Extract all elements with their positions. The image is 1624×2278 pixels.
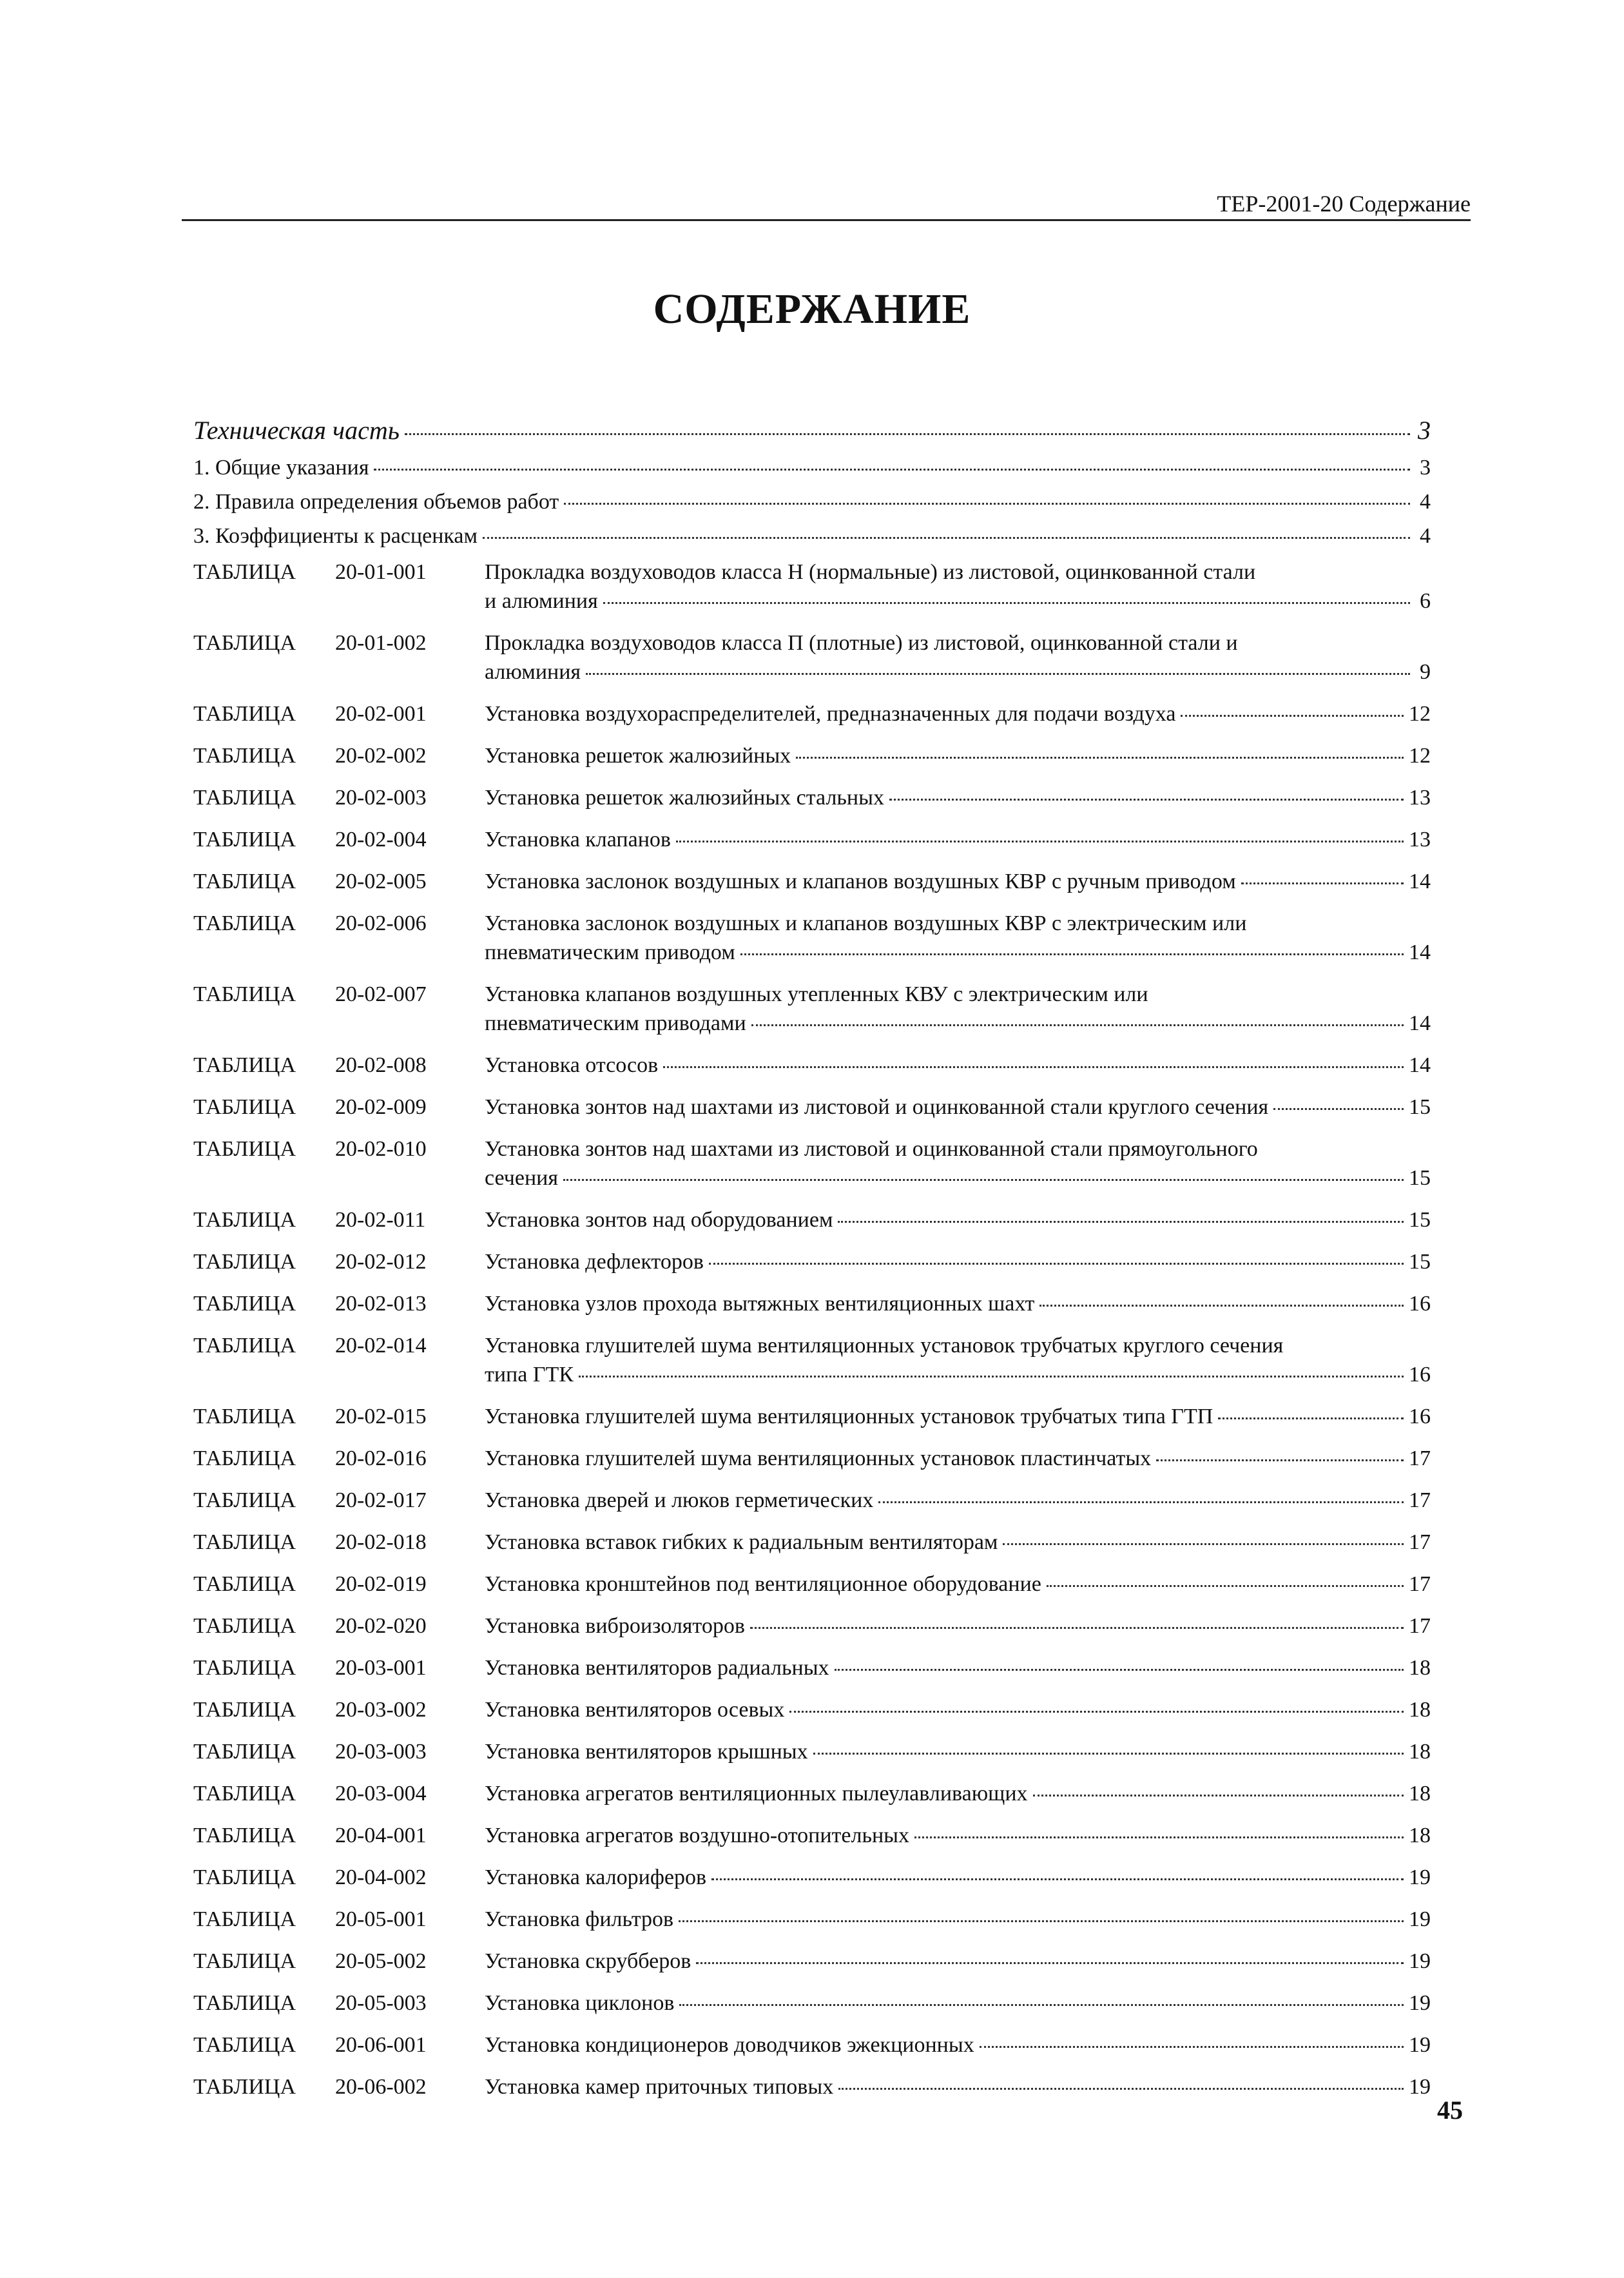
- entry-title: [485, 1093, 1431, 1122]
- table-code: 20-02-009: [335, 1095, 427, 1119]
- entry-title-line: Установка кондиционеров доводчиков эжекционных: [485, 2033, 974, 2057]
- table-keyword: ТАБЛИЦА: [193, 560, 296, 584]
- dot-leader: [813, 1753, 1404, 1755]
- toc-table-entry[interactable]: [193, 1402, 1431, 1431]
- dot-leader: [740, 953, 1404, 955]
- entry-page: 17: [1409, 1614, 1431, 1638]
- table-keyword: ТАБЛИЦА: [193, 2033, 296, 2057]
- table-keyword: ТАБЛИЦА: [193, 1530, 296, 1554]
- entry-title: [485, 1653, 1431, 1682]
- entry-title: [485, 783, 1431, 812]
- entry-title-line: Установка воздухораспределителей, предназначенных для подачи воздуха: [485, 702, 1176, 726]
- entry-page: 9: [1420, 660, 1431, 684]
- entry-page: 18: [1409, 1698, 1431, 1722]
- entry-title: [485, 1528, 1431, 1557]
- table-code: 20-05-002: [335, 1949, 427, 1973]
- table-code: 20-02-002: [335, 744, 427, 768]
- toc-table-entry[interactable]: [193, 1051, 1431, 1080]
- table-code: 20-02-018: [335, 1530, 427, 1554]
- table-code: 20-02-017: [335, 1488, 427, 1512]
- dot-leader: [889, 799, 1404, 801]
- dot-leader: [878, 1501, 1404, 1503]
- dot-leader: [711, 1878, 1404, 1880]
- table-keyword: ТАБЛИЦА: [193, 786, 296, 810]
- section-label: 1. Общие указания: [193, 456, 369, 480]
- entry-title: [485, 1486, 1431, 1515]
- toc-table-entry[interactable]: [193, 867, 1431, 896]
- dot-leader: [679, 2004, 1404, 2006]
- entry-title: [485, 1779, 1431, 1808]
- entry-page: 14: [1409, 870, 1431, 893]
- toc-table-entry[interactable]: [193, 980, 1431, 1038]
- entry-title: [485, 1695, 1431, 1724]
- table-keyword: ТАБЛИЦА: [193, 1405, 296, 1428]
- table-code: 20-03-003: [335, 1740, 427, 1764]
- entry-title-line: Установка отсосов: [485, 1053, 659, 1077]
- table-keyword: ТАБЛИЦА: [193, 1137, 296, 1161]
- entry-page: 19: [1409, 1949, 1431, 1973]
- entry-page: 19: [1409, 2033, 1431, 2057]
- entry-title: [485, 1051, 1431, 1080]
- table-keyword: ТАБЛИЦА: [193, 631, 296, 655]
- toc-table-entry[interactable]: [193, 1989, 1431, 2018]
- entry-title-line: Установка решеток жалюзийных: [485, 744, 791, 768]
- entry-title: [485, 2072, 1431, 2101]
- entry-title: [485, 1821, 1431, 1850]
- entry-title-line: пневматическим приводами: [485, 1011, 746, 1035]
- entry-title-line: Установка решеток жалюзийных стальных: [485, 786, 884, 810]
- dot-leader: [1003, 1543, 1404, 1545]
- dot-leader: [663, 1066, 1404, 1068]
- table-code: 20-02-008: [335, 1053, 427, 1077]
- entry-title-line: Установка клапанов: [485, 828, 671, 852]
- entry-title-line: Установка калориферов: [485, 1865, 707, 1889]
- section-page: 3: [1420, 456, 1431, 480]
- dot-leader: [374, 469, 1410, 471]
- entry-title-line: Установка глушителей шума вентиляционных установок трубчатых круглого сечения: [485, 1334, 1284, 1358]
- table-keyword: ТАБЛИЦА: [193, 1698, 296, 1722]
- toc-table-entry[interactable]: [193, 1821, 1431, 1850]
- header-rule: [182, 219, 1471, 221]
- dot-leader: [1156, 1459, 1404, 1461]
- table-keyword: ТАБЛИЦА: [193, 1208, 296, 1232]
- table-keyword: ТАБЛИЦА: [193, 1824, 296, 1847]
- entry-title: [485, 1989, 1431, 2018]
- entry-page: 15: [1409, 1208, 1431, 1232]
- toc-table-entry[interactable]: [193, 2030, 1431, 2059]
- dot-leader: [789, 1711, 1404, 1713]
- toc-table-entry[interactable]: [193, 741, 1431, 770]
- table-keyword: ТАБЛИЦА: [193, 2075, 296, 2099]
- table-keyword: ТАБЛИЦА: [193, 1865, 296, 1889]
- entry-title-line: Установка заслонок воздушных и клапанов воздушных КВР с электрическим или: [485, 911, 1247, 935]
- toc-table-entry[interactable]: [193, 1134, 1431, 1193]
- toc-table-entry[interactable]: [193, 1863, 1431, 1892]
- dot-leader: [696, 1962, 1404, 1964]
- table-code: 20-02-015: [335, 1405, 427, 1428]
- entry-page: 17: [1409, 1488, 1431, 1512]
- table-keyword: ТАБЛИЦА: [193, 1053, 296, 1077]
- entry-title-line: пневматическим приводом: [485, 940, 735, 964]
- entry-page: 19: [1409, 1991, 1431, 2015]
- table-keyword: ТАБЛИЦА: [193, 870, 296, 893]
- entry-title-line: Установка вентиляторов осевых: [485, 1698, 785, 1722]
- entry-title-line: Прокладка воздуховодов класса П (плотные) из листовой, оцинкованной стали и: [485, 631, 1238, 655]
- table-code: 20-02-007: [335, 982, 427, 1006]
- entry-title-line: Установка глушителей шума вентиляционных установок трубчатых типа ГТП: [485, 1405, 1213, 1428]
- entry-title-line: Установка дефлекторов: [485, 1250, 704, 1274]
- entry-page: 13: [1409, 786, 1431, 810]
- table-keyword: ТАБЛИЦА: [193, 1656, 296, 1680]
- entry-title-line: Установка глушителей шума вентиляционных установок пластинчатых: [485, 1446, 1152, 1470]
- toc-table-entry[interactable]: [193, 1444, 1431, 1473]
- entry-page: 14: [1409, 1011, 1431, 1035]
- table-code: 20-01-001: [335, 560, 427, 584]
- table-keyword: ТАБЛИЦА: [193, 1782, 296, 1806]
- toc-table-entry[interactable]: [193, 909, 1431, 967]
- table-keyword: ТАБЛИЦА: [193, 982, 296, 1006]
- entry-title-line: типа ГТК: [485, 1363, 574, 1387]
- entry-title-line: Установка фильтров: [485, 1907, 674, 1931]
- dot-leader: [751, 1024, 1404, 1026]
- entry-title-line: и алюминия: [485, 589, 598, 613]
- entry-page: 15: [1409, 1166, 1431, 1190]
- table-code: 20-02-006: [335, 911, 427, 935]
- section-label: Техническая часть: [193, 416, 400, 445]
- entry-title: [485, 1570, 1431, 1599]
- entry-page: 18: [1409, 1824, 1431, 1847]
- entry-title-line: Установка зонтов над оборудованием: [485, 1208, 833, 1232]
- table-keyword: ТАБЛИЦА: [193, 1446, 296, 1470]
- section-page: 3: [1418, 416, 1431, 445]
- page-number: 45: [1437, 2096, 1463, 2125]
- table-keyword: ТАБЛИЦА: [193, 1949, 296, 1973]
- entry-page: 16: [1409, 1363, 1431, 1387]
- section-label: 3. Коэффициенты к расценкам: [193, 524, 478, 548]
- table-keyword: ТАБЛИЦА: [193, 1572, 296, 1596]
- toc-table-entry[interactable]: [193, 1331, 1431, 1389]
- entry-page: 15: [1409, 1095, 1431, 1119]
- table-keyword: ТАБЛИЦА: [193, 1250, 296, 1274]
- toc-section-entry[interactable]: [193, 487, 1431, 521]
- entry-page: 12: [1409, 744, 1431, 768]
- entry-title-line: Установка дверей и люков герметических: [485, 1488, 874, 1512]
- dot-leader: [405, 433, 1410, 435]
- entry-page: 18: [1409, 1782, 1431, 1806]
- table-keyword: ТАБЛИЦА: [193, 1095, 296, 1119]
- entry-title-line: Установка узлов прохода вытяжных вентиляционных шахт: [485, 1292, 1035, 1316]
- entry-page: 17: [1409, 1446, 1431, 1470]
- toc-section-entry[interactable]: [193, 453, 1431, 487]
- entry-title-line: Установка скрубберов: [485, 1949, 691, 1973]
- table-keyword: ТАБЛИЦА: [193, 828, 296, 852]
- entry-title: [485, 1444, 1431, 1473]
- entry-page: 19: [1409, 2075, 1431, 2099]
- entry-page: 17: [1409, 1572, 1431, 1596]
- entry-title-line: Установка агрегатов вентиляционных пылеулавливающих: [485, 1782, 1028, 1806]
- toc-table-entry[interactable]: [193, 1093, 1431, 1122]
- dot-leader: [483, 537, 1410, 539]
- entry-page: 18: [1409, 1656, 1431, 1680]
- entry-page: 18: [1409, 1740, 1431, 1764]
- toc-table-entry[interactable]: [193, 2072, 1431, 2101]
- section-page: 4: [1420, 490, 1431, 514]
- dot-leader: [1241, 882, 1404, 884]
- table-keyword: ТАБЛИЦА: [193, 744, 296, 768]
- table-code: 20-04-002: [335, 1865, 427, 1889]
- table-keyword: ТАБЛИЦА: [193, 1292, 296, 1316]
- table-keyword: ТАБЛИЦА: [193, 1488, 296, 1512]
- entry-title: [485, 1402, 1431, 1431]
- entry-title: [485, 741, 1431, 770]
- table-code: 20-01-002: [335, 631, 427, 655]
- dot-leader: [1218, 1417, 1404, 1419]
- entry-title-line: Установка вставок гибких к радиальным вентиляторам: [485, 1530, 998, 1554]
- entry-title-line: Установка циклонов: [485, 1991, 675, 2015]
- toc-table-entry[interactable]: [193, 825, 1431, 854]
- entry-title: [485, 980, 1431, 1038]
- entry-title: [485, 1247, 1431, 1276]
- table-code: 20-03-004: [335, 1782, 427, 1806]
- page-title: СОДЕРЖАНИЕ: [653, 286, 971, 333]
- entry-title: [485, 628, 1431, 686]
- entry-title-line: Установка кронштейнов под вентиляционное оборудование: [485, 1572, 1041, 1596]
- table-code: 20-04-001: [335, 1824, 427, 1847]
- table-code: 20-02-003: [335, 786, 427, 810]
- entry-title-line: Установка зонтов над шахтами из листовой и оцинкованной стали круглого сечения: [485, 1095, 1269, 1119]
- section-page: 4: [1420, 524, 1431, 548]
- dot-leader: [838, 1221, 1404, 1223]
- entry-title: [485, 558, 1431, 616]
- toc-table-entry[interactable]: [193, 1653, 1431, 1682]
- toc-table-entry[interactable]: [193, 1737, 1431, 1766]
- dot-leader: [1181, 715, 1404, 717]
- table-code: 20-02-011: [335, 1208, 426, 1232]
- dot-leader: [709, 1263, 1404, 1265]
- table-code: 20-02-012: [335, 1250, 427, 1274]
- toc-table-entry[interactable]: [193, 1486, 1431, 1515]
- entry-title: [485, 1289, 1431, 1318]
- dot-leader: [914, 1836, 1404, 1838]
- toc-table-entry[interactable]: [193, 699, 1431, 728]
- entry-title: [485, 699, 1431, 728]
- table-keyword: ТАБЛИЦА: [193, 1614, 296, 1638]
- toc-table-entry[interactable]: [193, 1695, 1431, 1724]
- dot-leader: [563, 1179, 1404, 1181]
- toc-table-entry[interactable]: [193, 1289, 1431, 1318]
- table-code: 20-02-004: [335, 828, 427, 852]
- table-code: 20-05-003: [335, 1991, 427, 2015]
- entry-title-line: Установка камер приточных типовых: [485, 2075, 834, 2099]
- table-keyword: ТАБЛИЦА: [193, 911, 296, 935]
- toc-table-entry[interactable]: [193, 1905, 1431, 1934]
- entry-title: [485, 1331, 1431, 1389]
- table-code: 20-02-005: [335, 870, 427, 893]
- entry-title-line: Установка зонтов над шахтами из листовой и оцинкованной стали прямоугольного: [485, 1137, 1258, 1161]
- toc-section-entry[interactable]: [193, 521, 1431, 555]
- table-code: 20-02-010: [335, 1137, 427, 1161]
- table-of-contents: [193, 413, 1431, 2114]
- entry-title-line: Прокладка воздуховодов класса Н (нормальные) из листовой, оцинкованной стали: [485, 560, 1256, 584]
- entry-title-line: Установка вентиляторов радиальных: [485, 1656, 829, 1680]
- toc-table-entry[interactable]: [193, 1570, 1431, 1599]
- toc-table-entry[interactable]: [193, 1205, 1431, 1234]
- toc-table-entry[interactable]: [193, 1247, 1431, 1276]
- entry-title-line: Установка вентиляторов крышных: [485, 1740, 808, 1764]
- entry-title: [485, 1863, 1431, 1892]
- entry-page: 14: [1409, 1053, 1431, 1077]
- table-keyword: ТАБЛИЦА: [193, 1991, 296, 2015]
- entry-title: [485, 825, 1431, 854]
- entry-title: [485, 1134, 1431, 1193]
- entry-page: 6: [1420, 589, 1431, 613]
- table-code: 20-02-016: [335, 1446, 427, 1470]
- entry-page: 12: [1409, 702, 1431, 726]
- toc-table-entry[interactable]: [193, 628, 1431, 686]
- table-keyword: ТАБЛИЦА: [193, 1740, 296, 1764]
- dot-leader: [564, 503, 1410, 505]
- dot-leader: [603, 602, 1410, 604]
- entry-page: 14: [1409, 940, 1431, 964]
- entry-page: 19: [1409, 1865, 1431, 1889]
- entry-title-line: Установка заслонок воздушных и клапанов воздушных КВР с ручным приводом: [485, 870, 1236, 893]
- table-code: 20-02-014: [335, 1334, 427, 1358]
- entry-title-line: алюминия: [485, 660, 581, 684]
- entry-title: [485, 1611, 1431, 1640]
- table-code: 20-06-002: [335, 2075, 427, 2099]
- dot-leader: [1033, 1795, 1404, 1796]
- entry-title: [485, 1947, 1431, 1976]
- table-code: 20-02-013: [335, 1292, 427, 1316]
- running-header: ТЕР-2001-20 Содержание: [1217, 191, 1471, 217]
- dot-leader: [835, 1669, 1404, 1671]
- table-code: 20-06-001: [335, 2033, 427, 2057]
- table-code: 20-05-001: [335, 1907, 427, 1931]
- dot-leader: [676, 841, 1404, 842]
- entry-title-line: сечения: [485, 1166, 558, 1190]
- table-keyword: ТАБЛИЦА: [193, 702, 296, 726]
- entry-page: 16: [1409, 1292, 1431, 1316]
- entry-title: [485, 909, 1431, 967]
- table-keyword: ТАБЛИЦА: [193, 1334, 296, 1358]
- toc-technical-part[interactable]: [193, 413, 1431, 453]
- dot-leader: [1273, 1108, 1404, 1110]
- entry-title-line: Установка агрегатов воздушно-отопительных: [485, 1824, 909, 1847]
- entry-page: 13: [1409, 828, 1431, 852]
- section-label: 2. Правила определения объемов работ: [193, 490, 559, 514]
- toc-table-entry[interactable]: [193, 783, 1431, 812]
- table-code: 20-03-002: [335, 1698, 427, 1722]
- entry-page: 15: [1409, 1250, 1431, 1274]
- dot-leader: [579, 1376, 1404, 1378]
- dot-leader: [1039, 1305, 1404, 1307]
- entry-title-line: Установка клапанов воздушных утепленных КВУ с электрическим или: [485, 982, 1148, 1006]
- toc-table-entry[interactable]: [193, 558, 1431, 616]
- dot-leader: [679, 1920, 1404, 1922]
- table-keyword: ТАБЛИЦА: [193, 1907, 296, 1931]
- dot-leader: [838, 2088, 1404, 2090]
- toc-table-entry[interactable]: [193, 1611, 1431, 1640]
- entry-title: [485, 2030, 1431, 2059]
- table-code: 20-02-019: [335, 1572, 427, 1596]
- toc-table-entry[interactable]: [193, 1779, 1431, 1808]
- toc-table-entry[interactable]: [193, 1947, 1431, 1976]
- table-code: 20-02-001: [335, 702, 427, 726]
- entry-title-line: Установка виброизоляторов: [485, 1614, 745, 1638]
- dot-leader: [586, 673, 1410, 675]
- entry-page: 17: [1409, 1530, 1431, 1554]
- entry-page: 19: [1409, 1907, 1431, 1931]
- entry-title: [485, 1905, 1431, 1934]
- entry-page: 16: [1409, 1405, 1431, 1428]
- entry-title: [485, 1737, 1431, 1766]
- dot-leader: [750, 1627, 1404, 1629]
- dot-leader: [980, 2046, 1404, 2048]
- table-code: 20-03-001: [335, 1656, 427, 1680]
- dot-leader: [796, 757, 1404, 759]
- toc-table-entry[interactable]: [193, 1528, 1431, 1557]
- table-code: 20-02-020: [335, 1614, 427, 1638]
- entry-title: [485, 1205, 1431, 1234]
- entry-title: [485, 867, 1431, 896]
- dot-leader: [1047, 1585, 1404, 1587]
